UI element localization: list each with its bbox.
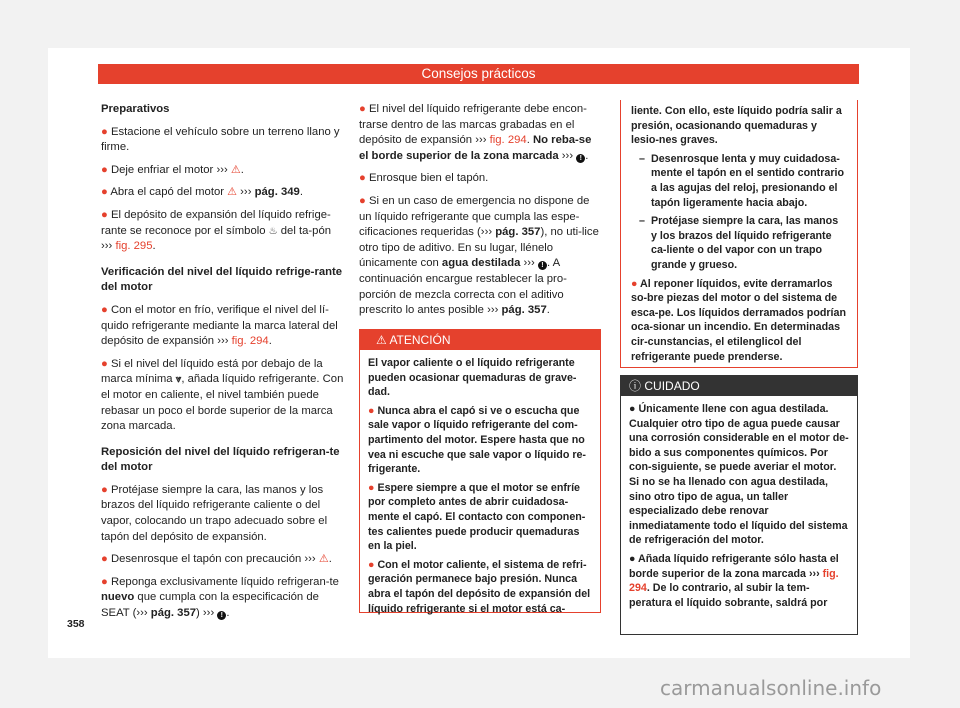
bullet-icon: ● [101, 163, 111, 176]
list-item: ● Nunca abra el capó si ve o escucha que sale vapor o líquido refrigerante del com-partimento del motor. Espere hasta que no vea ni escuche que sale vapor o líquido re-frigerante. [368, 404, 586, 476]
min-mark-icon: ⩔ [175, 374, 182, 386]
bullet-icon: ● [101, 575, 111, 588]
bullet-icon: ● [101, 186, 111, 199]
coolant-symbol-icon: ♨ [268, 225, 278, 237]
info-icon: ! [538, 261, 547, 270]
caution-box [620, 375, 858, 635]
list-item: ● El depósito de expansión del líquido refrige-rante se reconoce por el símbolo ♨ del ta-pón ››› fig. 295. [101, 208, 332, 253]
list-item: ● Protéjase siempre la cara, las manos y los brazos del líquido refrigerante caliente o del vapor, colocando un trapo adecuado sobre el tapón del depósito de expansión. [101, 483, 328, 543]
list-item: ● Enrosque bien el tapón. [359, 172, 489, 185]
bullet-icon: ● [631, 277, 641, 290]
attention-box-body [360, 350, 600, 616]
figure-reference-link[interactable]: fig. 294 [629, 567, 839, 595]
list-item: ● Estacione el vehículo sobre un terreno llano y firme. [101, 125, 340, 154]
bullet-icon: ● [101, 208, 111, 221]
attention-title: ATENCIÓN [389, 333, 451, 347]
page-reference-link[interactable]: pág. 357 [150, 607, 197, 620]
caution-title: CUIDADO [644, 379, 700, 393]
column-2 [359, 102, 602, 326]
info-icon: ! [576, 154, 585, 163]
bullet-icon: ● [368, 481, 378, 494]
warning-triangle-icon: ⚠ [318, 553, 329, 566]
warning-triangle-icon: ⚠ [230, 163, 241, 176]
info-circle-icon: ⓘ [629, 379, 642, 393]
bullet-icon: ● [101, 303, 111, 316]
manual-page [48, 48, 910, 658]
page-number: 358 [67, 618, 85, 630]
watermark: carmanualsonline.info [660, 676, 882, 700]
bullet-icon: ● [101, 483, 111, 496]
warning-triangle-icon: ⚠ [376, 333, 390, 347]
list-item: ● Reponga exclusivamente líquido refrigeran-te nuevo que cumpla con la especificación de SEAT (››› pág. 357) ››› ! . [101, 575, 339, 620]
page-reference-link[interactable]: pág. 357 [495, 226, 541, 239]
list-item: ● Si el nivel del líquido está por debajo de la marca mínima ⩔, añada líquido refrigerante. Con el motor en caliente, el nivel también puede rebasar un poco el borde superior de la marca zona marcada. [101, 357, 344, 433]
bullet-icon: ● [359, 194, 369, 207]
attention-box [359, 329, 601, 613]
heading-preparativos: Preparativos [101, 103, 170, 115]
list-item: ● Espere siempre a que el motor se enfríe por completo antes de abrir cuidadosa-mente el capó. El contacto con componen-tes calientes puede producir quemaduras en la piel. [368, 481, 586, 553]
list-item: ● Con el motor en frío, verifique el nivel del lí-quido refrigerante mediante la marca lateral del depósito de expansión ››› fig. 294. [101, 303, 338, 348]
warning-triangle-icon: ⚠ [227, 186, 238, 199]
page-reference-link[interactable]: pág. 349 [254, 186, 300, 199]
list-item: ● Con el motor caliente, el sistema de refri-geración permanece bajo presión. Nunca abra el tapón del depósito de expansión del líquido refrigerante si el motor está ca- [368, 558, 591, 615]
caution-box-header [621, 376, 857, 396]
attention-box-header [360, 330, 600, 350]
bullet-icon: ● [359, 172, 369, 185]
figure-reference-link[interactable]: fig. 294 [489, 134, 527, 147]
list-item: ● El nivel del líquido refrigerante debe encon-trarse dentro de las marcas grabadas en el depósito de expansión ››› fig. 294. No reba-se el borde superior de la zona marcada ››› ! . [359, 103, 592, 162]
list-item: ● Deje enfriar el motor ››› ⚠. [101, 163, 345, 179]
caution-box-body [621, 396, 857, 610]
attention-continued-text: liente. Con ello, este líquido podría salir a presión, ocasionando quemaduras y lesio-nes graves. [631, 105, 842, 147]
list-item: ● Únicamente llene con agua destilada. Cualquier otro tipo de agua puede causar una corrosión considerable en el motor de-bido a sus componentes químicos. Por con-siguiente, se puede averiar el motor. Si no se ha llenado con agua destilada, sino otro tipo de agua, un taller especializado debe renovar inmediatamente todo el líquido del sistema de refrigeración del motor. [629, 403, 849, 547]
figure-reference-link[interactable]: fig. 295 [115, 240, 153, 253]
list-item: ● Añada líquido refrigerante sólo hasta el borde superior de la zona marcada ››› fig. 294. De lo contrario, al subir la tem-peratura el líquido sobrante, saldrá por [629, 552, 839, 609]
bullet-icon: ● [101, 357, 111, 370]
page-reference-link[interactable]: pág. 357 [501, 304, 547, 317]
heading-reposicion: Reposición del nivel del líquido refrigeran-te del motor [101, 445, 340, 474]
figure-reference-link[interactable]: fig. 294 [231, 335, 269, 348]
heading-verificacion: Verificación del nivel del líquido refrige-rante del motor [101, 265, 343, 294]
column-1 [101, 102, 345, 629]
dash-item: – Protéjase siempre la cara, las manos y los brazos del líquido refrigerante ca-liente o del vapor con un trapo grande y grueso. [639, 215, 839, 271]
list-item: ● Al reponer líquidos, evite derramarlos so-bre piezas del motor o del sistema de esca-pe. Los líquidos derramados podrían oca-sionar un incendio. En determinadas cir-cunstancias, el etilenglicol del refrigerante puede prenderse. [631, 277, 846, 363]
bullet-icon: ● [368, 558, 378, 571]
list-item: ● Si en un caso de emergencia no dispone de un líquido refrigerante que cumpla las espe-cificaciones requeridas (››› pág. 357), no uti-lice otro tipo de aditivo. En su lugar, llénelo únicamente con agua destilada ››› ! . A continuación encargue restablecer la pro-porción de mezcla correcta con el aditivo prescrito lo antes posible ››› pág. 357. [359, 194, 599, 317]
section-title: Consejos prácticos [421, 66, 536, 81]
bullet-icon: ● [629, 403, 639, 415]
bullet-icon: ● [101, 553, 111, 566]
bullet-icon: ● [101, 125, 111, 138]
dash-item: – Desenrosque lenta y muy cuidadosa-mente el tapón en el sentido contrario a las agujas del reloj, presionando el tapón ligeramente hacia abajo. [639, 152, 845, 209]
list-item: ● Desenrosque el tapón con precaución ››› ⚠. [101, 552, 345, 568]
attention-intro: El vapor caliente o el líquido refrigerante pueden ocasionar quemaduras de grave-dad. [368, 357, 577, 399]
bullet-icon: ● [368, 404, 378, 417]
bullet-icon: ● [359, 103, 369, 115]
attention-box-continued [620, 100, 858, 368]
list-item: ● Abra el capó del motor ⚠ ››› pág. 349. [101, 185, 345, 201]
section-header [98, 64, 859, 84]
bullet-icon: ● [629, 552, 639, 565]
info-icon: ! [217, 611, 226, 620]
